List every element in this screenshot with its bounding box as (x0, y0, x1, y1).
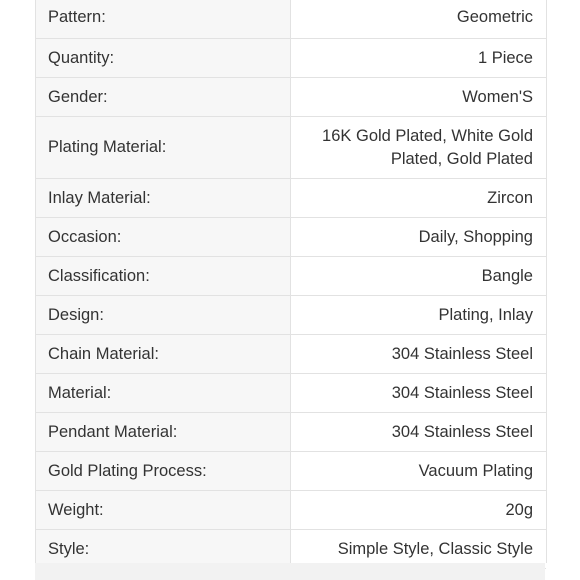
spec-label: Classification: (36, 257, 291, 295)
spec-row-quantity (36, 39, 546, 78)
spec-row-occasion (36, 218, 546, 257)
spec-value: Zircon (487, 188, 533, 207)
spec-label: Plating Material: (36, 117, 291, 178)
spec-label: Gold Plating Process: (36, 452, 291, 490)
spec-row-pendant-material (36, 413, 546, 452)
spec-row-plating-material (36, 117, 546, 179)
spec-label: Pendant Material: (36, 413, 291, 451)
spec-label: Pattern: (36, 0, 291, 38)
spec-label: Chain Material: (36, 335, 291, 373)
spec-row-design (36, 296, 546, 335)
spec-row-classification (36, 257, 546, 296)
spec-label: Design: (36, 296, 291, 334)
spec-label: Weight: (36, 491, 291, 529)
spec-row-gender (36, 78, 546, 117)
spec-row-pattern (36, 0, 546, 39)
spec-table (35, 0, 547, 563)
spec-label: Inlay Material: (36, 179, 291, 217)
spec-value: Plating, Inlay (438, 305, 533, 324)
spec-value: 304 Stainless Steel (391, 383, 533, 402)
spec-row-weight (36, 491, 546, 530)
table-footer-strip (35, 563, 545, 580)
spec-row-inlay-material (36, 179, 546, 218)
spec-label: Occasion: (36, 218, 291, 256)
spec-value: Bangle (481, 266, 533, 285)
spec-value: Simple Style, Classic Style (337, 539, 533, 558)
spec-label: Quantity: (36, 39, 291, 77)
spec-value: 304 Stainless Steel (391, 422, 533, 441)
spec-label: Gender: (36, 78, 291, 116)
spec-value: 1 Piece (477, 48, 533, 67)
spec-value: 16K Gold Plated, White Gold Plated, Gold Plated (322, 126, 533, 168)
spec-row-chain-material (36, 335, 546, 374)
spec-row-material (36, 374, 546, 413)
spec-value: Vacuum Plating (418, 461, 533, 480)
spec-value: 20g (505, 500, 533, 519)
spec-row-gold-plating-process (36, 452, 546, 491)
spec-value: Geometric (456, 8, 533, 26)
spec-label: Style: (36, 530, 291, 568)
spec-value: 304 Stainless Steel (391, 344, 533, 363)
spec-value: Women'S (462, 87, 533, 106)
spec-value: Daily, Shopping (418, 227, 533, 246)
spec-label: Material: (36, 374, 291, 412)
